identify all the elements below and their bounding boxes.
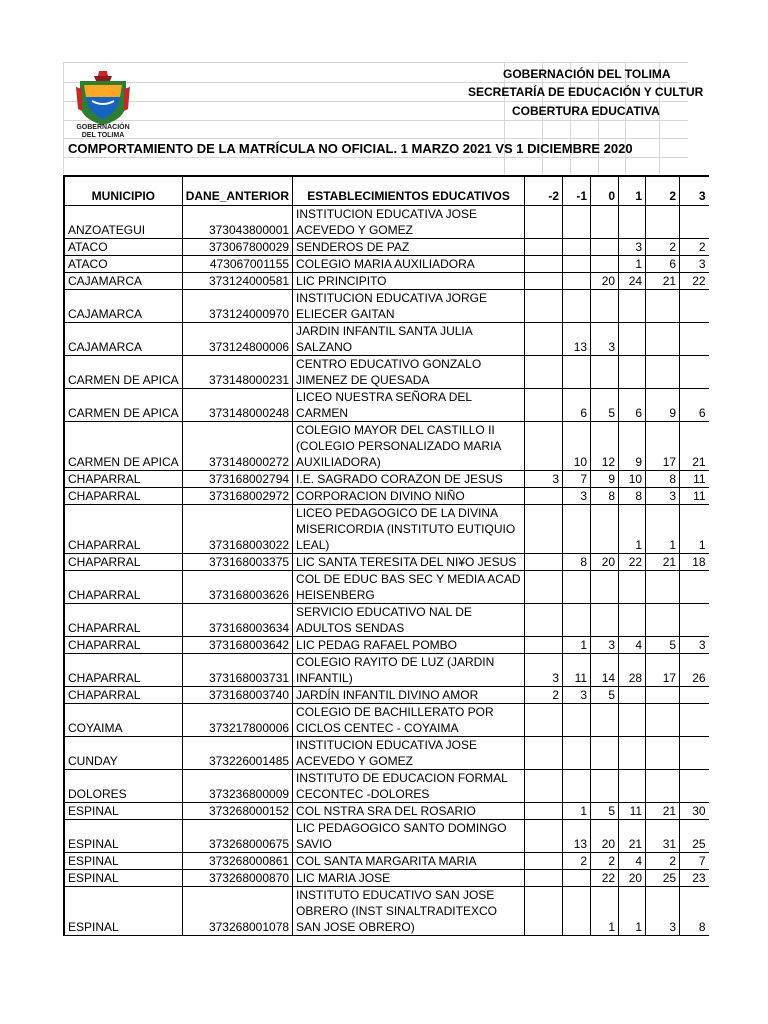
- grade-value-cell: 2: [563, 853, 591, 870]
- grade-value-cell: [563, 604, 591, 637]
- grade-value-cell: 5: [591, 803, 619, 820]
- establecimiento-cell: COLEGIO MAYOR DEL CASTILLO II (COLEGIO PERSONALIZADO MARIA AUXILIADORA): [293, 422, 525, 471]
- grade-value-cell: [563, 870, 591, 887]
- grade-value-cell: [646, 290, 680, 323]
- grade-value-cell: [591, 239, 619, 256]
- grade-value-cell: [525, 389, 563, 422]
- grade-value-cell: 3: [680, 256, 709, 273]
- dane-cell: 373168003626: [182, 571, 292, 604]
- grade-value-cell: [525, 323, 563, 356]
- dane-cell: 373268000675: [182, 820, 292, 853]
- table-row: [64, 206, 709, 239]
- dane-cell: 373124800006: [182, 323, 292, 356]
- grade-value-cell: [525, 770, 563, 803]
- grade-value-cell: 3: [646, 887, 680, 936]
- grade-value-cell: [525, 554, 563, 571]
- grade-value-cell: 21: [680, 422, 709, 471]
- establecimiento-cell: INSTITUCION EDUCATIVA JORGE ELIECER GAITAN: [293, 290, 525, 323]
- table-row: [64, 389, 709, 422]
- grade-value-cell: 5: [591, 389, 619, 422]
- grade-value-cell: 2: [591, 853, 619, 870]
- municipio-cell: ATACO: [64, 256, 182, 273]
- grade-value-cell: [619, 770, 646, 803]
- grade-value-cell: [591, 571, 619, 604]
- table-row: [64, 239, 709, 256]
- enrollment-table: [63, 175, 709, 936]
- column-header-grade-1: 1: [619, 176, 646, 206]
- table-row: [64, 356, 709, 389]
- establecimiento-cell: COLEGIO MARIA AUXILIADORA: [293, 256, 525, 273]
- municipio-cell: CHAPARRAL: [64, 488, 182, 505]
- table-row: [64, 637, 709, 654]
- municipio-cell: ATACO: [64, 239, 182, 256]
- column-header-municipio: MUNICIPIO: [64, 176, 182, 206]
- grade-value-cell: [563, 770, 591, 803]
- grade-value-cell: 3: [525, 471, 563, 488]
- grade-value-cell: [563, 571, 591, 604]
- grade-value-cell: [525, 853, 563, 870]
- dane-cell: 373168003642: [182, 637, 292, 654]
- municipio-cell: CAJAMARCA: [64, 323, 182, 356]
- grade-value-cell: [563, 290, 591, 323]
- table-row: [64, 488, 709, 505]
- table-row: [64, 737, 709, 770]
- grade-value-cell: [591, 770, 619, 803]
- grade-value-cell: [563, 887, 591, 936]
- establecimiento-cell: LIC MARIA JOSE: [293, 870, 525, 887]
- dane-cell: 373268000861: [182, 853, 292, 870]
- logo-caption: GOBERNACIÓN DEL TOLIMA: [76, 124, 130, 139]
- municipio-cell: ESPINAL: [64, 870, 182, 887]
- table-header-row: [64, 176, 709, 206]
- grade-value-cell: [680, 323, 709, 356]
- table-row: [64, 290, 709, 323]
- table-row: [64, 687, 709, 704]
- establecimiento-cell: COL SANTA MARGARITA MARIA: [293, 853, 525, 870]
- grade-value-cell: [525, 505, 563, 554]
- grade-value-cell: 2: [646, 239, 680, 256]
- dane-cell: 373124000581: [182, 273, 292, 290]
- table-row: [64, 870, 709, 887]
- grade-value-cell: 6: [563, 389, 591, 422]
- establecimiento-cell: SERVICIO EDUCATIVO NAL DE ADULTOS SENDAS: [293, 604, 525, 637]
- grade-value-cell: 18: [680, 554, 709, 571]
- grade-value-cell: [619, 704, 646, 737]
- establecimiento-cell: INSTITUCION EDUCATIVA JOSE ACEVEDO Y GOMEZ: [293, 737, 525, 770]
- establecimiento-cell: COLEGIO DE BACHILLERATO POR CICLOS CENTEC - COYAIMA: [293, 704, 525, 737]
- grade-value-cell: [525, 488, 563, 505]
- grade-value-cell: 1: [591, 887, 619, 936]
- grade-value-cell: [591, 737, 619, 770]
- column-header-grade-3: 3: [680, 176, 709, 206]
- grade-value-cell: 8: [646, 471, 680, 488]
- establecimiento-cell: COLEGIO RAYITO DE LUZ (JARDIN INFANTIL): [293, 654, 525, 687]
- dane-cell: 373268001078: [182, 887, 292, 936]
- dane-cell: 373168003731: [182, 654, 292, 687]
- grade-value-cell: 22: [680, 273, 709, 290]
- grade-value-cell: 11: [680, 488, 709, 505]
- grade-value-cell: 4: [619, 637, 646, 654]
- grade-value-cell: 20: [591, 273, 619, 290]
- grade-value-cell: [525, 820, 563, 853]
- municipio-cell: ESPINAL: [64, 803, 182, 820]
- grade-value-cell: [591, 256, 619, 273]
- grade-value-cell: 20: [619, 870, 646, 887]
- grade-value-cell: [619, 571, 646, 604]
- grade-value-cell: [525, 571, 563, 604]
- dane-cell: 373148000231: [182, 356, 292, 389]
- grade-value-cell: 5: [646, 637, 680, 654]
- municipio-cell: CARMEN DE APICA: [64, 356, 182, 389]
- grade-value-cell: [646, 687, 680, 704]
- grade-value-cell: 7: [563, 471, 591, 488]
- grade-value-cell: [619, 687, 646, 704]
- dane-cell: 373168002794: [182, 471, 292, 488]
- establecimiento-cell: I.E. SAGRADO CORAZON DE JESUS: [293, 471, 525, 488]
- municipio-cell: CAJAMARCA: [64, 273, 182, 290]
- grade-value-cell: 11: [680, 471, 709, 488]
- grade-value-cell: 5: [591, 687, 619, 704]
- grade-value-cell: 25: [680, 820, 709, 853]
- grade-value-cell: [619, 206, 646, 239]
- grade-value-cell: 23: [680, 870, 709, 887]
- municipio-cell: DOLORES: [64, 770, 182, 803]
- grade-value-cell: [563, 256, 591, 273]
- dane-cell: 373217800006: [182, 704, 292, 737]
- table-row: [64, 820, 709, 853]
- grade-value-cell: [525, 206, 563, 239]
- establecimiento-cell: SENDEROS DE PAZ: [293, 239, 525, 256]
- grade-value-cell: 6: [619, 389, 646, 422]
- municipio-cell: CARMEN DE APICA: [64, 422, 182, 471]
- grade-value-cell: [680, 571, 709, 604]
- grade-value-cell: 3: [525, 654, 563, 687]
- grade-value-cell: 30: [680, 803, 709, 820]
- grade-value-cell: [525, 239, 563, 256]
- grade-value-cell: [619, 737, 646, 770]
- grade-value-cell: [525, 704, 563, 737]
- grade-value-cell: 8: [619, 488, 646, 505]
- table-body: [64, 206, 709, 936]
- table-row: [64, 887, 709, 936]
- grade-value-cell: 1: [619, 505, 646, 554]
- establecimiento-cell: INSTITUTO EDUCATIVO SAN JOSE OBRERO (INST SINALTRADITEXCO SAN JOSE OBRERO): [293, 887, 525, 936]
- grade-value-cell: 8: [680, 887, 709, 936]
- municipio-cell: CHAPARRAL: [64, 571, 182, 604]
- header-line-secretaria: SECRETARÍA DE EDUCACIÓN Y CULTUR: [468, 85, 704, 99]
- municipio-cell: ESPINAL: [64, 887, 182, 936]
- grade-value-cell: 2: [646, 853, 680, 870]
- table-row: [64, 853, 709, 870]
- grade-value-cell: 1: [646, 505, 680, 554]
- municipio-cell: CHAPARRAL: [64, 654, 182, 687]
- grade-value-cell: [525, 737, 563, 770]
- column-header-grade-0: 0: [591, 176, 619, 206]
- grade-value-cell: [680, 770, 709, 803]
- municipio-cell: ESPINAL: [64, 820, 182, 853]
- dane-cell: 373268000152: [182, 803, 292, 820]
- grade-value-cell: [563, 737, 591, 770]
- grade-value-cell: [619, 323, 646, 356]
- grade-value-cell: 2: [680, 239, 709, 256]
- grade-value-cell: 20: [591, 554, 619, 571]
- grade-value-cell: 3: [619, 239, 646, 256]
- grade-value-cell: 1: [563, 637, 591, 654]
- dane-cell: 373168002972: [182, 488, 292, 505]
- grade-value-cell: 3: [563, 488, 591, 505]
- grade-value-cell: [591, 604, 619, 637]
- municipio-cell: CHAPARRAL: [64, 471, 182, 488]
- municipio-cell: CARMEN DE APICA: [64, 389, 182, 422]
- grade-value-cell: [680, 356, 709, 389]
- dane-cell: 373148000272: [182, 422, 292, 471]
- municipio-cell: CAJAMARCA: [64, 290, 182, 323]
- establecimiento-cell: LIC SANTA TERESITA DEL NI¥O JESUS: [293, 554, 525, 571]
- grade-value-cell: 9: [591, 471, 619, 488]
- grade-value-cell: [525, 637, 563, 654]
- grade-value-cell: [680, 206, 709, 239]
- establecimiento-cell: CENTRO EDUCATIVO GONZALO JIMENEZ DE QUESADA: [293, 356, 525, 389]
- grade-value-cell: 11: [563, 654, 591, 687]
- grade-value-cell: 3: [591, 637, 619, 654]
- grade-value-cell: [591, 290, 619, 323]
- dane-cell: 373168003634: [182, 604, 292, 637]
- grade-value-cell: 10: [563, 422, 591, 471]
- municipio-cell: ANZOATEGUI: [64, 206, 182, 239]
- grade-value-cell: 1: [680, 505, 709, 554]
- table-row: [64, 571, 709, 604]
- grade-value-cell: 7: [680, 853, 709, 870]
- grade-value-cell: 10: [619, 471, 646, 488]
- grade-value-cell: 1: [619, 887, 646, 936]
- municipio-cell: CHAPARRAL: [64, 687, 182, 704]
- grade-value-cell: [525, 887, 563, 936]
- dane-cell: 373268000870: [182, 870, 292, 887]
- establecimiento-cell: LICEO NUESTRA SEÑORA DEL CARMEN: [293, 389, 525, 422]
- grade-value-cell: [563, 206, 591, 239]
- grade-value-cell: [525, 604, 563, 637]
- grade-value-cell: [619, 356, 646, 389]
- grade-value-cell: 22: [619, 554, 646, 571]
- establecimiento-cell: CORPORACION DIVINO NIÑO: [293, 488, 525, 505]
- table-row: [64, 654, 709, 687]
- grade-value-cell: 8: [591, 488, 619, 505]
- grade-value-cell: [680, 604, 709, 637]
- column-header-dane: DANE_ANTERIOR: [182, 176, 292, 206]
- grade-value-cell: 22: [591, 870, 619, 887]
- grade-value-cell: 9: [646, 389, 680, 422]
- grade-value-cell: [525, 803, 563, 820]
- grade-value-cell: 21: [619, 820, 646, 853]
- grade-value-cell: 21: [646, 273, 680, 290]
- table-row: [64, 704, 709, 737]
- grade-value-cell: [563, 239, 591, 256]
- grade-value-cell: 3: [563, 687, 591, 704]
- column-header-grade-minus2: -2: [525, 176, 563, 206]
- establecimiento-cell: LIC PRINCIPITO: [293, 273, 525, 290]
- grade-value-cell: [525, 273, 563, 290]
- table-row: [64, 273, 709, 290]
- establecimiento-cell: LICEO PEDAGOGICO DE LA DIVINA MISERICORDIA (INSTITUTO EUTIQUIO LEAL): [293, 505, 525, 554]
- grade-value-cell: [525, 870, 563, 887]
- municipio-cell: CUNDAY: [64, 737, 182, 770]
- dane-cell: 373043800001: [182, 206, 292, 239]
- grade-value-cell: [591, 356, 619, 389]
- establecimiento-cell: JARDIN INFANTIL SANTA JULIA SALZANO: [293, 323, 525, 356]
- table-row: [64, 422, 709, 471]
- dane-cell: 473067001155: [182, 256, 292, 273]
- dane-cell: 373124000970: [182, 290, 292, 323]
- grade-value-cell: [619, 604, 646, 637]
- page-title: COMPORTAMIENTO DE LA MATRÍCULA NO OFICIAL. 1 MARZO 2021 VS 1 DICIEMBRE 2020: [68, 141, 633, 156]
- grade-value-cell: [525, 256, 563, 273]
- municipio-cell: CHAPARRAL: [64, 604, 182, 637]
- grade-value-cell: 3: [591, 323, 619, 356]
- establecimiento-cell: COL DE EDUC BAS SEC Y MEDIA ACAD HEISENBERG: [293, 571, 525, 604]
- grade-value-cell: 20: [591, 820, 619, 853]
- establecimiento-cell: COL NSTRA SRA DEL ROSARIO: [293, 803, 525, 820]
- municipio-cell: CHAPARRAL: [64, 637, 182, 654]
- dane-cell: 373168003022: [182, 505, 292, 554]
- grade-value-cell: 13: [563, 820, 591, 853]
- grade-value-cell: [563, 704, 591, 737]
- grade-value-cell: 6: [680, 389, 709, 422]
- grade-value-cell: [525, 422, 563, 471]
- establecimiento-cell: LIC PEDAG RAFAEL POMBO: [293, 637, 525, 654]
- table-row: [64, 471, 709, 488]
- establecimiento-cell: INSTITUTO DE EDUCACION FORMAL CECONTEC -DOLORES: [293, 770, 525, 803]
- dane-cell: 373168003740: [182, 687, 292, 704]
- grade-value-cell: [680, 704, 709, 737]
- grade-value-cell: [646, 604, 680, 637]
- grade-value-cell: 21: [646, 803, 680, 820]
- grade-value-cell: 14: [591, 654, 619, 687]
- grade-value-cell: 3: [646, 488, 680, 505]
- table-row: [64, 554, 709, 571]
- grade-value-cell: 17: [646, 422, 680, 471]
- grade-value-cell: [646, 356, 680, 389]
- grade-value-cell: [619, 290, 646, 323]
- grade-value-cell: 24: [619, 273, 646, 290]
- grade-value-cell: [680, 737, 709, 770]
- establecimiento-cell: LIC PEDAGOGICO SANTO DOMINGO SAVIO: [293, 820, 525, 853]
- grade-value-cell: 25: [646, 870, 680, 887]
- column-header-grade-minus1: -1: [563, 176, 591, 206]
- dane-cell: 373236800009: [182, 770, 292, 803]
- grade-value-cell: [591, 704, 619, 737]
- grade-value-cell: 31: [646, 820, 680, 853]
- grade-value-cell: 26: [680, 654, 709, 687]
- grade-value-cell: 21: [646, 554, 680, 571]
- grade-value-cell: 8: [563, 554, 591, 571]
- grade-value-cell: 11: [619, 803, 646, 820]
- column-header-grade-2: 2: [646, 176, 680, 206]
- dane-cell: 373067800029: [182, 239, 292, 256]
- table-row: [64, 604, 709, 637]
- grade-value-cell: 4: [619, 853, 646, 870]
- grade-value-cell: [646, 770, 680, 803]
- column-header-establecimientos: ESTABLECIMIENTOS EDUCATIVOS: [293, 176, 525, 206]
- grade-value-cell: 28: [619, 654, 646, 687]
- establecimiento-cell: INSTITUCION EDUCATIVA JOSE ACEVEDO Y GOMEZ: [293, 206, 525, 239]
- grade-value-cell: [646, 704, 680, 737]
- grade-value-cell: [680, 290, 709, 323]
- table-row: [64, 803, 709, 820]
- grade-value-cell: 1: [563, 803, 591, 820]
- table-row: [64, 256, 709, 273]
- grade-value-cell: [563, 273, 591, 290]
- municipio-cell: CHAPARRAL: [64, 505, 182, 554]
- dane-cell: 373168003375: [182, 554, 292, 571]
- grade-value-cell: 3: [680, 637, 709, 654]
- grade-value-cell: [680, 687, 709, 704]
- municipio-cell: CHAPARRAL: [64, 554, 182, 571]
- grade-value-cell: [646, 206, 680, 239]
- grade-value-cell: 13: [563, 323, 591, 356]
- grade-value-cell: 17: [646, 654, 680, 687]
- grade-value-cell: 2: [525, 687, 563, 704]
- grade-value-cell: 6: [646, 256, 680, 273]
- municipio-cell: ESPINAL: [64, 853, 182, 870]
- grade-value-cell: [591, 505, 619, 554]
- header-line-gobernacion: GOBERNACIÓN DEL TOLIMA: [503, 67, 671, 81]
- establecimiento-cell: JARDÍN INFANTIL DIVINO AMOR: [293, 687, 525, 704]
- grade-value-cell: [525, 356, 563, 389]
- grade-value-cell: [591, 206, 619, 239]
- table-row: [64, 770, 709, 803]
- municipio-cell: COYAIMA: [64, 704, 182, 737]
- grade-value-cell: 9: [619, 422, 646, 471]
- grade-value-cell: [563, 356, 591, 389]
- table-row: [64, 505, 709, 554]
- grade-value-cell: [525, 290, 563, 323]
- grade-value-cell: [646, 323, 680, 356]
- table-row: [64, 323, 709, 356]
- grade-value-cell: [646, 571, 680, 604]
- dane-cell: 373148000248: [182, 389, 292, 422]
- dane-cell: 373226001485: [182, 737, 292, 770]
- grade-value-cell: [563, 505, 591, 554]
- grade-value-cell: [646, 737, 680, 770]
- grade-value-cell: 12: [591, 422, 619, 471]
- header-line-cobertura: COBERTURA EDUCATIVA: [512, 104, 660, 118]
- grade-value-cell: 1: [619, 256, 646, 273]
